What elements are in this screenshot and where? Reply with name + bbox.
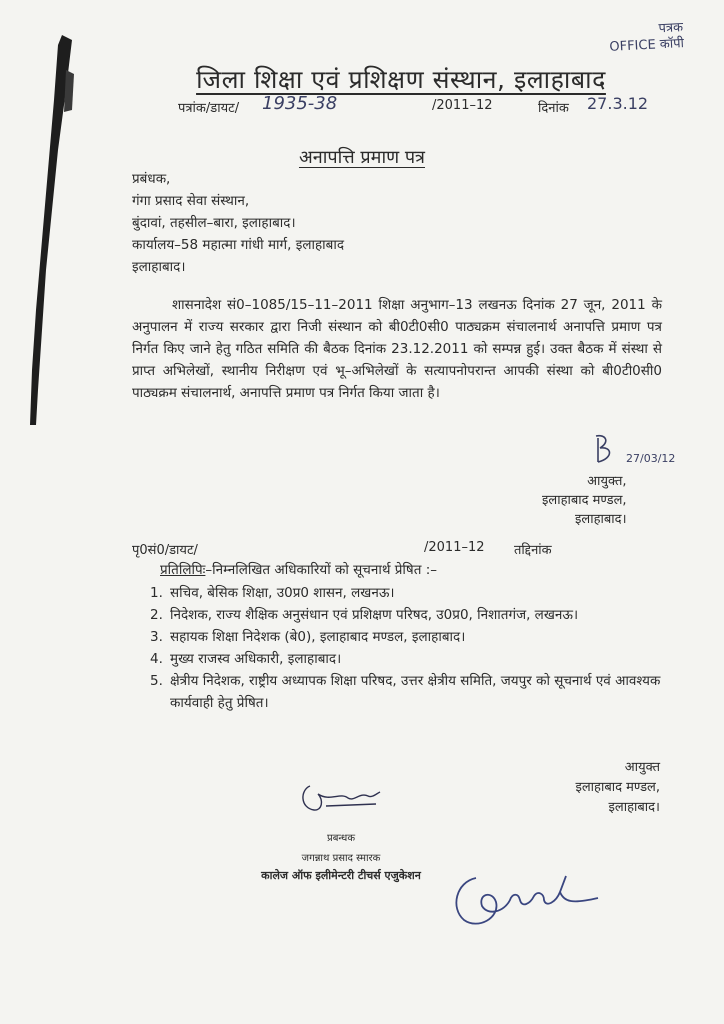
signature-block-commissioner-2 xyxy=(540,758,660,818)
copy-to-lead: प्रतिलिपिः xyxy=(160,562,206,578)
ref-label: पत्रांक/डायट/ xyxy=(178,101,240,116)
address-line: इलाहाबाद। xyxy=(132,259,186,275)
second-ref-year: /2011–12 xyxy=(424,540,485,555)
handwritten-office-copy-note xyxy=(609,20,685,55)
signatory-title: आयुक्त xyxy=(624,760,660,775)
signatory-title: आयुक्त, xyxy=(587,474,627,489)
address-line: बुंदावां, तहसील–बारा, इलाहाबाद। xyxy=(132,215,296,231)
manager-title: प्रबन्धक xyxy=(327,833,355,844)
handwritten-note-line1: पत्रक xyxy=(658,20,684,37)
list-item-text: मुख्य राजस्व अधिकारी, इलाहाबाद। xyxy=(170,651,342,667)
copy-to-heading xyxy=(160,560,437,578)
body-paragraph: शासनादेश सं0–1085/15–11–2011 शिक्षा अनुभाग–13 लखनऊ दिनांक 27 जून, 2011 के अनुपालन में राज्य सरकार द्वारा निजी संस्थान को बी0टी0सी0 पाठ्यक्रम संचालनार्थ अनापत्ति प्रमाण पत्र निर्गत किए जाने हेतु गठित समिति की बैठक दिनांक 23.12.2011 को सम्पन्न हुई। उक्त बैठक में संस्था से प्राप्त अभिलेखों, स्थानीय निरीक्षण एवं भू–अभिलेखों के सत्यापनोपरान्त आपकी संस्था को बी0टी0सी0 पाठ्यक्रम संचालनार्थ, अनापत्ति प्रमाण पत्र निर्गत किया जाता है। xyxy=(132,297,662,401)
signatory-office: इलाहाबाद मण्डल, xyxy=(542,493,627,508)
list-item-text: सहायक शिक्षा निदेशक (बे0), इलाहाबाद मण्डल, इलाहाबाद। xyxy=(170,629,466,645)
list-item xyxy=(150,582,670,604)
signature-date-handwritten: 27/03/12 xyxy=(626,452,676,465)
commissioner-signature-initial xyxy=(588,432,628,468)
list-item-text: निदेशक, राज्य शैक्षिक अनुसंधान एवं प्रशिक्षण परिषद, उ0प्र0, निशातगंज, लखनऊ। xyxy=(170,607,579,623)
copy-to-list xyxy=(150,582,670,714)
manager-signature xyxy=(296,780,386,814)
list-item-number: 1. xyxy=(150,585,163,601)
address-line: गंगा प्रसाद सेवा संस्थान, xyxy=(132,193,250,209)
office-title: जिला शिक्षा एवं प्रशिक्षण संस्थान, इलाहाबाद xyxy=(196,65,606,94)
second-ref-date-label: तद्दिनांक xyxy=(514,543,552,558)
list-item xyxy=(150,626,670,648)
certificate-title: अनापत्ति प्रमाण पत्र xyxy=(298,147,425,168)
second-ref-label: पृ0सं0/डायट/ xyxy=(132,543,198,558)
list-item-number: 2. xyxy=(150,607,163,623)
list-item-text: सचिव, बेसिक शिक्षा, उ0प्र0 शासन, लखनऊ। xyxy=(170,585,395,601)
list-item-number: 3. xyxy=(150,629,163,645)
date-label: दिनांक xyxy=(538,101,569,116)
ref-number-handwritten: 1935-38 xyxy=(262,93,338,114)
manager-stamp-block xyxy=(246,780,436,883)
list-item xyxy=(150,670,670,714)
ref-year: /2011–12 xyxy=(432,98,493,113)
signatory-city: इलाहाबाद। xyxy=(608,800,660,815)
list-item-text: क्षेत्रीय निदेशक, राष्ट्रीय अध्यापक शिक्षा परिषद, उत्तर क्षेत्रीय समिति, जयपुर को सूचनार्थ एवं आवश्यक कार्यवाही हेतु प्रेषित। xyxy=(170,673,661,711)
copy-to-rest: –निम्नलिखित अधिकारियों को सूचनार्थ प्रेषित :– xyxy=(205,562,438,578)
address-line: कार्यालय–58 महात्मा गांधी मार्ग, इलाहाबाद xyxy=(132,237,345,253)
list-item xyxy=(150,604,670,626)
address-line: प्रबंधक, xyxy=(132,171,171,187)
signatory-city: इलाहाबाद। xyxy=(575,512,627,527)
binder-hole-mark xyxy=(22,30,82,430)
list-item-number: 5. xyxy=(150,673,163,689)
signatory-office: इलाहाबाद मण्डल, xyxy=(575,780,660,795)
list-item xyxy=(150,648,670,670)
college-name-line2: कालेज ऑफ इलीमेन्टरी टीचर्स एजुकेशन xyxy=(261,869,421,882)
handwritten-note-line2: OFFICE कॉपी xyxy=(609,35,685,55)
address-block xyxy=(132,168,344,278)
college-name-line1: जगन्नाथ प्रसाद स्मारक xyxy=(301,853,381,864)
signature-block-commissioner xyxy=(542,472,627,529)
handwritten-signature xyxy=(448,868,608,932)
date-handwritten: 27.3.12 xyxy=(587,94,649,113)
list-item-number: 4. xyxy=(150,651,163,667)
